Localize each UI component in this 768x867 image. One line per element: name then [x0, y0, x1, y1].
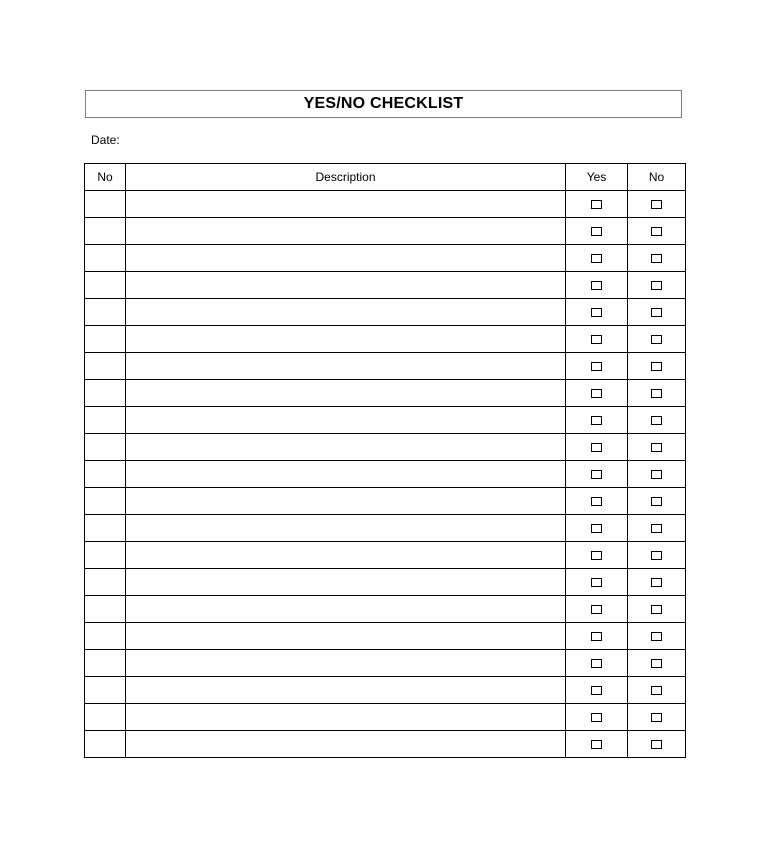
row-description-cell[interactable] [126, 380, 566, 407]
yes-checkbox-icon[interactable] [591, 227, 602, 236]
row-yes-cell [566, 569, 628, 596]
row-number-cell[interactable] [85, 461, 126, 488]
row-number-cell[interactable] [85, 515, 126, 542]
row-yes-cell [566, 704, 628, 731]
row-yes-cell [566, 650, 628, 677]
row-number-cell[interactable] [85, 245, 126, 272]
row-no-cell [628, 704, 686, 731]
row-number-cell[interactable] [85, 299, 126, 326]
table-row [85, 488, 686, 515]
table-row [85, 407, 686, 434]
row-yes-cell [566, 461, 628, 488]
no-checkbox-icon[interactable] [651, 227, 662, 236]
yes-checkbox-icon[interactable] [591, 362, 602, 371]
checklist-body [85, 191, 686, 758]
row-number-cell[interactable] [85, 191, 126, 218]
row-description-cell[interactable] [126, 731, 566, 758]
checklist-title: YES/NO CHECKLIST [85, 90, 682, 118]
no-checkbox-icon[interactable] [651, 713, 662, 722]
yes-checkbox-icon[interactable] [591, 389, 602, 398]
header-no: No [85, 164, 126, 191]
row-description-cell[interactable] [126, 407, 566, 434]
table-row [85, 353, 686, 380]
row-number-cell[interactable] [85, 407, 126, 434]
row-no-cell [628, 461, 686, 488]
row-yes-cell [566, 434, 628, 461]
table-row [85, 434, 686, 461]
row-no-cell [628, 488, 686, 515]
row-description-cell[interactable] [126, 515, 566, 542]
row-description-cell[interactable] [126, 245, 566, 272]
no-checkbox-icon[interactable] [651, 389, 662, 398]
table-row [85, 596, 686, 623]
yes-checkbox-icon[interactable] [591, 470, 602, 479]
table-row [85, 272, 686, 299]
yes-checkbox-icon[interactable] [591, 308, 602, 317]
row-description-cell[interactable] [126, 704, 566, 731]
row-description-cell[interactable] [126, 623, 566, 650]
row-description-cell[interactable] [126, 272, 566, 299]
no-checkbox-icon[interactable] [651, 470, 662, 479]
row-yes-cell [566, 542, 628, 569]
no-checkbox-icon[interactable] [651, 443, 662, 452]
yes-checkbox-icon[interactable] [591, 713, 602, 722]
yes-checkbox-icon[interactable] [591, 740, 602, 749]
row-yes-cell [566, 326, 628, 353]
no-checkbox-icon[interactable] [651, 659, 662, 668]
yes-checkbox-icon[interactable] [591, 497, 602, 506]
no-checkbox-icon[interactable] [651, 281, 662, 290]
row-number-cell[interactable] [85, 326, 126, 353]
table-row [85, 515, 686, 542]
row-yes-cell [566, 353, 628, 380]
row-number-cell[interactable] [85, 380, 126, 407]
row-no-cell [628, 272, 686, 299]
row-no-cell [628, 677, 686, 704]
row-description-cell[interactable] [126, 326, 566, 353]
no-checkbox-icon[interactable] [651, 416, 662, 425]
row-description-cell[interactable] [126, 218, 566, 245]
yes-checkbox-icon[interactable] [591, 443, 602, 452]
table-row [85, 650, 686, 677]
no-checkbox-icon[interactable] [651, 308, 662, 317]
row-description-cell[interactable] [126, 191, 566, 218]
row-number-cell[interactable] [85, 434, 126, 461]
row-number-cell[interactable] [85, 623, 126, 650]
yes-checkbox-icon[interactable] [591, 659, 602, 668]
row-no-cell [628, 623, 686, 650]
row-no-cell [628, 191, 686, 218]
date-label: Date: [91, 133, 120, 147]
row-yes-cell [566, 245, 628, 272]
row-description-cell[interactable] [126, 299, 566, 326]
header-yes: Yes [566, 164, 628, 191]
yes-checkbox-icon[interactable] [591, 254, 602, 263]
row-no-cell [628, 299, 686, 326]
table-row [85, 218, 686, 245]
header-description: Description [126, 164, 566, 191]
row-yes-cell [566, 272, 628, 299]
yes-checkbox-icon[interactable] [591, 281, 602, 290]
yes-checkbox-icon[interactable] [591, 200, 602, 209]
row-yes-cell [566, 218, 628, 245]
yes-checkbox-icon[interactable] [591, 605, 602, 614]
yes-checkbox-icon[interactable] [591, 524, 602, 533]
row-description-cell[interactable] [126, 677, 566, 704]
table-row [85, 245, 686, 272]
table-row [85, 677, 686, 704]
row-no-cell [628, 353, 686, 380]
yes-checkbox-icon[interactable] [591, 686, 602, 695]
row-no-cell [628, 326, 686, 353]
table-row [85, 191, 686, 218]
row-number-cell[interactable] [85, 569, 126, 596]
header-row [85, 164, 686, 191]
no-checkbox-icon[interactable] [651, 200, 662, 209]
row-number-cell[interactable] [85, 353, 126, 380]
row-no-cell [628, 380, 686, 407]
yes-checkbox-icon[interactable] [591, 335, 602, 344]
row-number-cell[interactable] [85, 218, 126, 245]
row-number-cell[interactable] [85, 488, 126, 515]
row-number-cell[interactable] [85, 596, 126, 623]
row-description-cell[interactable] [126, 488, 566, 515]
row-no-cell [628, 731, 686, 758]
no-checkbox-icon[interactable] [651, 362, 662, 371]
header-no-answer: No [628, 164, 686, 191]
row-no-cell [628, 650, 686, 677]
row-yes-cell [566, 191, 628, 218]
row-no-cell [628, 569, 686, 596]
row-description-cell[interactable] [126, 596, 566, 623]
no-checkbox-icon[interactable] [651, 524, 662, 533]
yes-checkbox-icon[interactable] [591, 416, 602, 425]
row-no-cell [628, 434, 686, 461]
table-row [85, 461, 686, 488]
no-checkbox-icon[interactable] [651, 632, 662, 641]
no-checkbox-icon[interactable] [651, 254, 662, 263]
yes-checkbox-icon[interactable] [591, 632, 602, 641]
table-row [85, 704, 686, 731]
table-row [85, 542, 686, 569]
row-yes-cell [566, 380, 628, 407]
row-description-cell[interactable] [126, 461, 566, 488]
no-checkbox-icon[interactable] [651, 740, 662, 749]
row-description-cell[interactable] [126, 569, 566, 596]
table-row [85, 569, 686, 596]
row-description-cell[interactable] [126, 542, 566, 569]
table-row [85, 731, 686, 758]
row-description-cell[interactable] [126, 650, 566, 677]
row-yes-cell [566, 731, 628, 758]
row-no-cell [628, 515, 686, 542]
table-row [85, 299, 686, 326]
no-checkbox-icon[interactable] [651, 551, 662, 560]
row-yes-cell [566, 488, 628, 515]
table-row [85, 623, 686, 650]
row-yes-cell [566, 596, 628, 623]
table-row [85, 326, 686, 353]
checklist-table [84, 163, 686, 758]
row-yes-cell [566, 407, 628, 434]
row-no-cell [628, 218, 686, 245]
no-checkbox-icon[interactable] [651, 335, 662, 344]
row-yes-cell [566, 623, 628, 650]
row-number-cell[interactable] [85, 542, 126, 569]
row-number-cell[interactable] [85, 731, 126, 758]
yes-checkbox-icon[interactable] [591, 578, 602, 587]
row-no-cell [628, 596, 686, 623]
row-description-cell[interactable] [126, 434, 566, 461]
row-no-cell [628, 542, 686, 569]
no-checkbox-icon[interactable] [651, 497, 662, 506]
row-description-cell[interactable] [126, 353, 566, 380]
row-number-cell[interactable] [85, 677, 126, 704]
row-yes-cell [566, 299, 628, 326]
row-number-cell[interactable] [85, 650, 126, 677]
no-checkbox-icon[interactable] [651, 686, 662, 695]
row-number-cell[interactable] [85, 704, 126, 731]
yes-checkbox-icon[interactable] [591, 551, 602, 560]
table-row [85, 380, 686, 407]
row-yes-cell [566, 515, 628, 542]
no-checkbox-icon[interactable] [651, 605, 662, 614]
no-checkbox-icon[interactable] [651, 578, 662, 587]
row-no-cell [628, 407, 686, 434]
row-no-cell [628, 245, 686, 272]
row-yes-cell [566, 677, 628, 704]
row-number-cell[interactable] [85, 272, 126, 299]
